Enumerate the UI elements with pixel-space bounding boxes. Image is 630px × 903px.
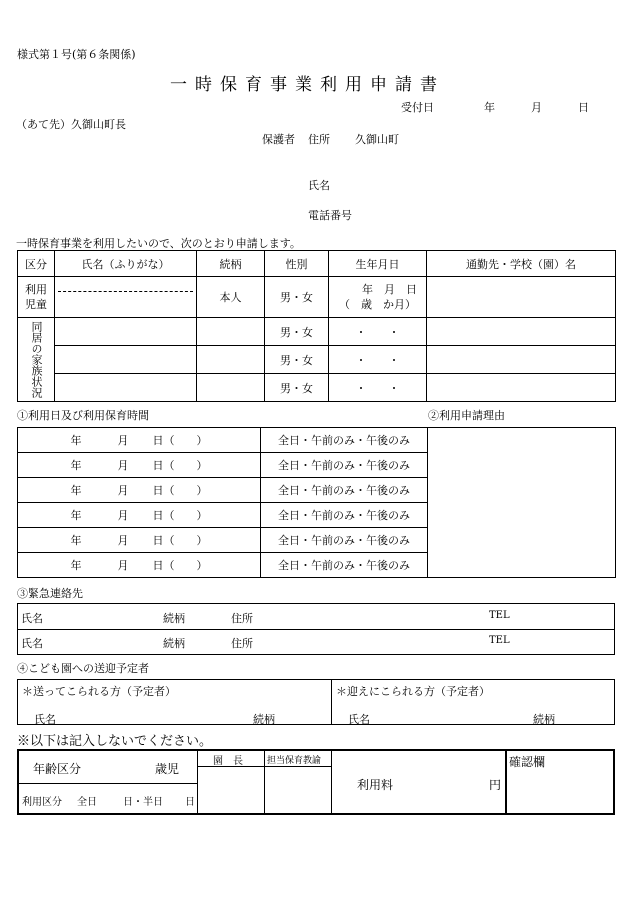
family-relation-3[interactable]: [197, 374, 265, 402]
usage-section-label: ①利用日及び利用保育時間: [17, 409, 149, 422]
transport-section-label: ④こども園への送迎予定者: [17, 662, 149, 675]
usage-reason[interactable]: [428, 428, 616, 578]
age-unit: 歳児: [155, 762, 180, 776]
usage-day: 日（ ）: [152, 534, 208, 547]
guardian-address-label: 住所: [308, 133, 330, 146]
family-name-3[interactable]: [55, 374, 197, 402]
reason-section-label: ②利用申請理由: [428, 409, 505, 422]
family-relation-2[interactable]: [197, 346, 265, 374]
usage-date-6[interactable]: [18, 553, 261, 578]
header-category: 区分: [18, 251, 55, 277]
family-gender-3[interactable]: 男・女: [265, 374, 329, 402]
usage-time-2[interactable]: 全日・午前のみ・午後のみ: [261, 453, 428, 478]
emergency-name-1: 氏名: [21, 612, 43, 625]
usage-day: 日（ ）: [152, 559, 208, 572]
office-box: [17, 749, 615, 815]
child-table: [17, 250, 616, 402]
usage-date-1[interactable]: [18, 428, 261, 453]
family-workplace-1[interactable]: [427, 318, 616, 346]
pick-up-name[interactable]: 氏名: [348, 713, 370, 726]
child-birth-line2: （ 歳 か月）: [339, 298, 416, 311]
addressee: （あて先）久御山町長: [16, 118, 126, 131]
pick-up-relation[interactable]: 続柄: [533, 713, 555, 726]
child-gender[interactable]: 男・女: [265, 277, 329, 318]
usage-full-day: 全日: [77, 797, 97, 808]
usage-time-4[interactable]: 全日・午前のみ・午後のみ: [261, 503, 428, 528]
header-gender: 性別: [265, 251, 329, 277]
fee-label: 利用料: [357, 778, 394, 792]
receipt-month: 月: [531, 101, 542, 114]
family-name-1[interactable]: [55, 318, 197, 346]
emergency-name-2: 氏名: [21, 637, 43, 650]
guardian-label: 保護者: [262, 133, 295, 146]
receipt-label: 受付日: [401, 101, 434, 114]
drop-off-label: ＊送ってこられる方（予定者）: [22, 685, 176, 698]
usage-time-3[interactable]: 全日・午前のみ・午後のみ: [261, 478, 428, 503]
usage-month: 月: [117, 509, 129, 522]
usage-month: 月: [117, 534, 129, 547]
transport-box: [17, 679, 615, 725]
director-label: 園 長: [213, 756, 243, 767]
usage-time-6[interactable]: 全日・午前のみ・午後のみ: [261, 553, 428, 578]
usage-year: 年: [70, 509, 82, 522]
usage-month: 月: [117, 559, 129, 572]
child-name-cell[interactable]: [55, 277, 197, 318]
usage-day: 日（ ）: [152, 509, 208, 522]
header-relation: 続柄: [197, 251, 265, 277]
teacher-label: 担当保育教諭: [267, 756, 322, 766]
usage-date-4[interactable]: [18, 503, 261, 528]
emergency-box: [17, 603, 615, 655]
usage-half-day: 日・半日: [123, 797, 163, 808]
guardian-name-label: 氏名: [308, 179, 330, 192]
usage-table: [17, 427, 616, 578]
receipt-year: 年: [484, 101, 495, 114]
usage-month: 月: [117, 484, 129, 497]
usage-year: 年: [70, 434, 82, 447]
usage-year: 年: [70, 534, 82, 547]
family-gender-1[interactable]: 男・女: [265, 318, 329, 346]
usage-day: 日（ ）: [152, 434, 208, 447]
emergency-tel-2: TEL: [489, 635, 510, 646]
emergency-relation-2: 続柄: [163, 637, 185, 650]
drop-off-name[interactable]: 氏名: [34, 713, 56, 726]
office-notice: ※以下は記入しないでください。: [17, 734, 213, 749]
page-title: 一時保育事業利用申請書: [170, 75, 445, 95]
usage-month: 月: [117, 459, 129, 472]
usage-day: 日（ ）: [152, 484, 208, 497]
usage-date-3[interactable]: [18, 478, 261, 503]
family-birth-2[interactable]: ・ ・: [329, 346, 427, 374]
usage-date-2[interactable]: [18, 453, 261, 478]
guardian-address-value: 久御山町: [355, 133, 399, 146]
family-birth-3[interactable]: ・ ・: [329, 374, 427, 402]
emergency-address-2: 住所: [231, 637, 253, 650]
header-workplace: 通勤先・学校（園）名: [427, 251, 616, 277]
usage-year: 年: [70, 484, 82, 497]
family-workplace-2[interactable]: [427, 346, 616, 374]
emergency-address-1: 住所: [231, 612, 253, 625]
usage-year: 年: [70, 559, 82, 572]
usage-date-5[interactable]: [18, 528, 261, 553]
family-gender-2[interactable]: 男・女: [265, 346, 329, 374]
yen-unit: 円: [489, 778, 502, 792]
usage-time-1[interactable]: 全日・午前のみ・午後のみ: [261, 428, 428, 453]
confirm-label: 確認欄: [509, 755, 546, 769]
usage-month: 月: [117, 434, 129, 447]
family-workplace-3[interactable]: [427, 374, 616, 402]
family-relation-1[interactable]: [197, 318, 265, 346]
intro-text: 一時保育事業を利用したいので、次のとおり申請します。: [16, 237, 301, 250]
usage-year: 年: [70, 459, 82, 472]
pick-up-label: ＊迎えにこられる方（予定者）: [336, 685, 490, 698]
emergency-tel-1: TEL: [489, 610, 510, 621]
family-birth-1[interactable]: ・ ・: [329, 318, 427, 346]
child-workplace[interactable]: [427, 277, 616, 318]
usage-day-unit: 日: [185, 797, 195, 808]
family-name-2[interactable]: [55, 346, 197, 374]
usage-time-5[interactable]: 全日・午前のみ・午後のみ: [261, 528, 428, 553]
guardian-phone-label: 電話番号: [308, 209, 352, 222]
emergency-section-label: ③緊急連絡先: [17, 587, 83, 600]
drop-off-relation[interactable]: 続柄: [253, 713, 275, 726]
header-birthdate: 生年月日: [329, 251, 427, 277]
receipt-day: 日: [578, 101, 589, 114]
child-category: 利用児童: [18, 277, 55, 318]
form-number: 様式第１号(第６条関係): [17, 48, 136, 61]
emergency-relation-1: 続柄: [163, 612, 185, 625]
usage-category-label: 利用区分: [22, 797, 62, 808]
age-category-label: 年齢区分: [33, 762, 82, 776]
usage-day: 日（ ）: [152, 459, 208, 472]
family-category: 同居の家族状況: [18, 318, 55, 402]
header-name: 氏名（ふりがな）: [55, 251, 197, 277]
child-birth-line1: 年 月 日: [362, 283, 417, 296]
child-relation: 本人: [197, 277, 265, 318]
child-birthdate[interactable]: [329, 277, 427, 318]
